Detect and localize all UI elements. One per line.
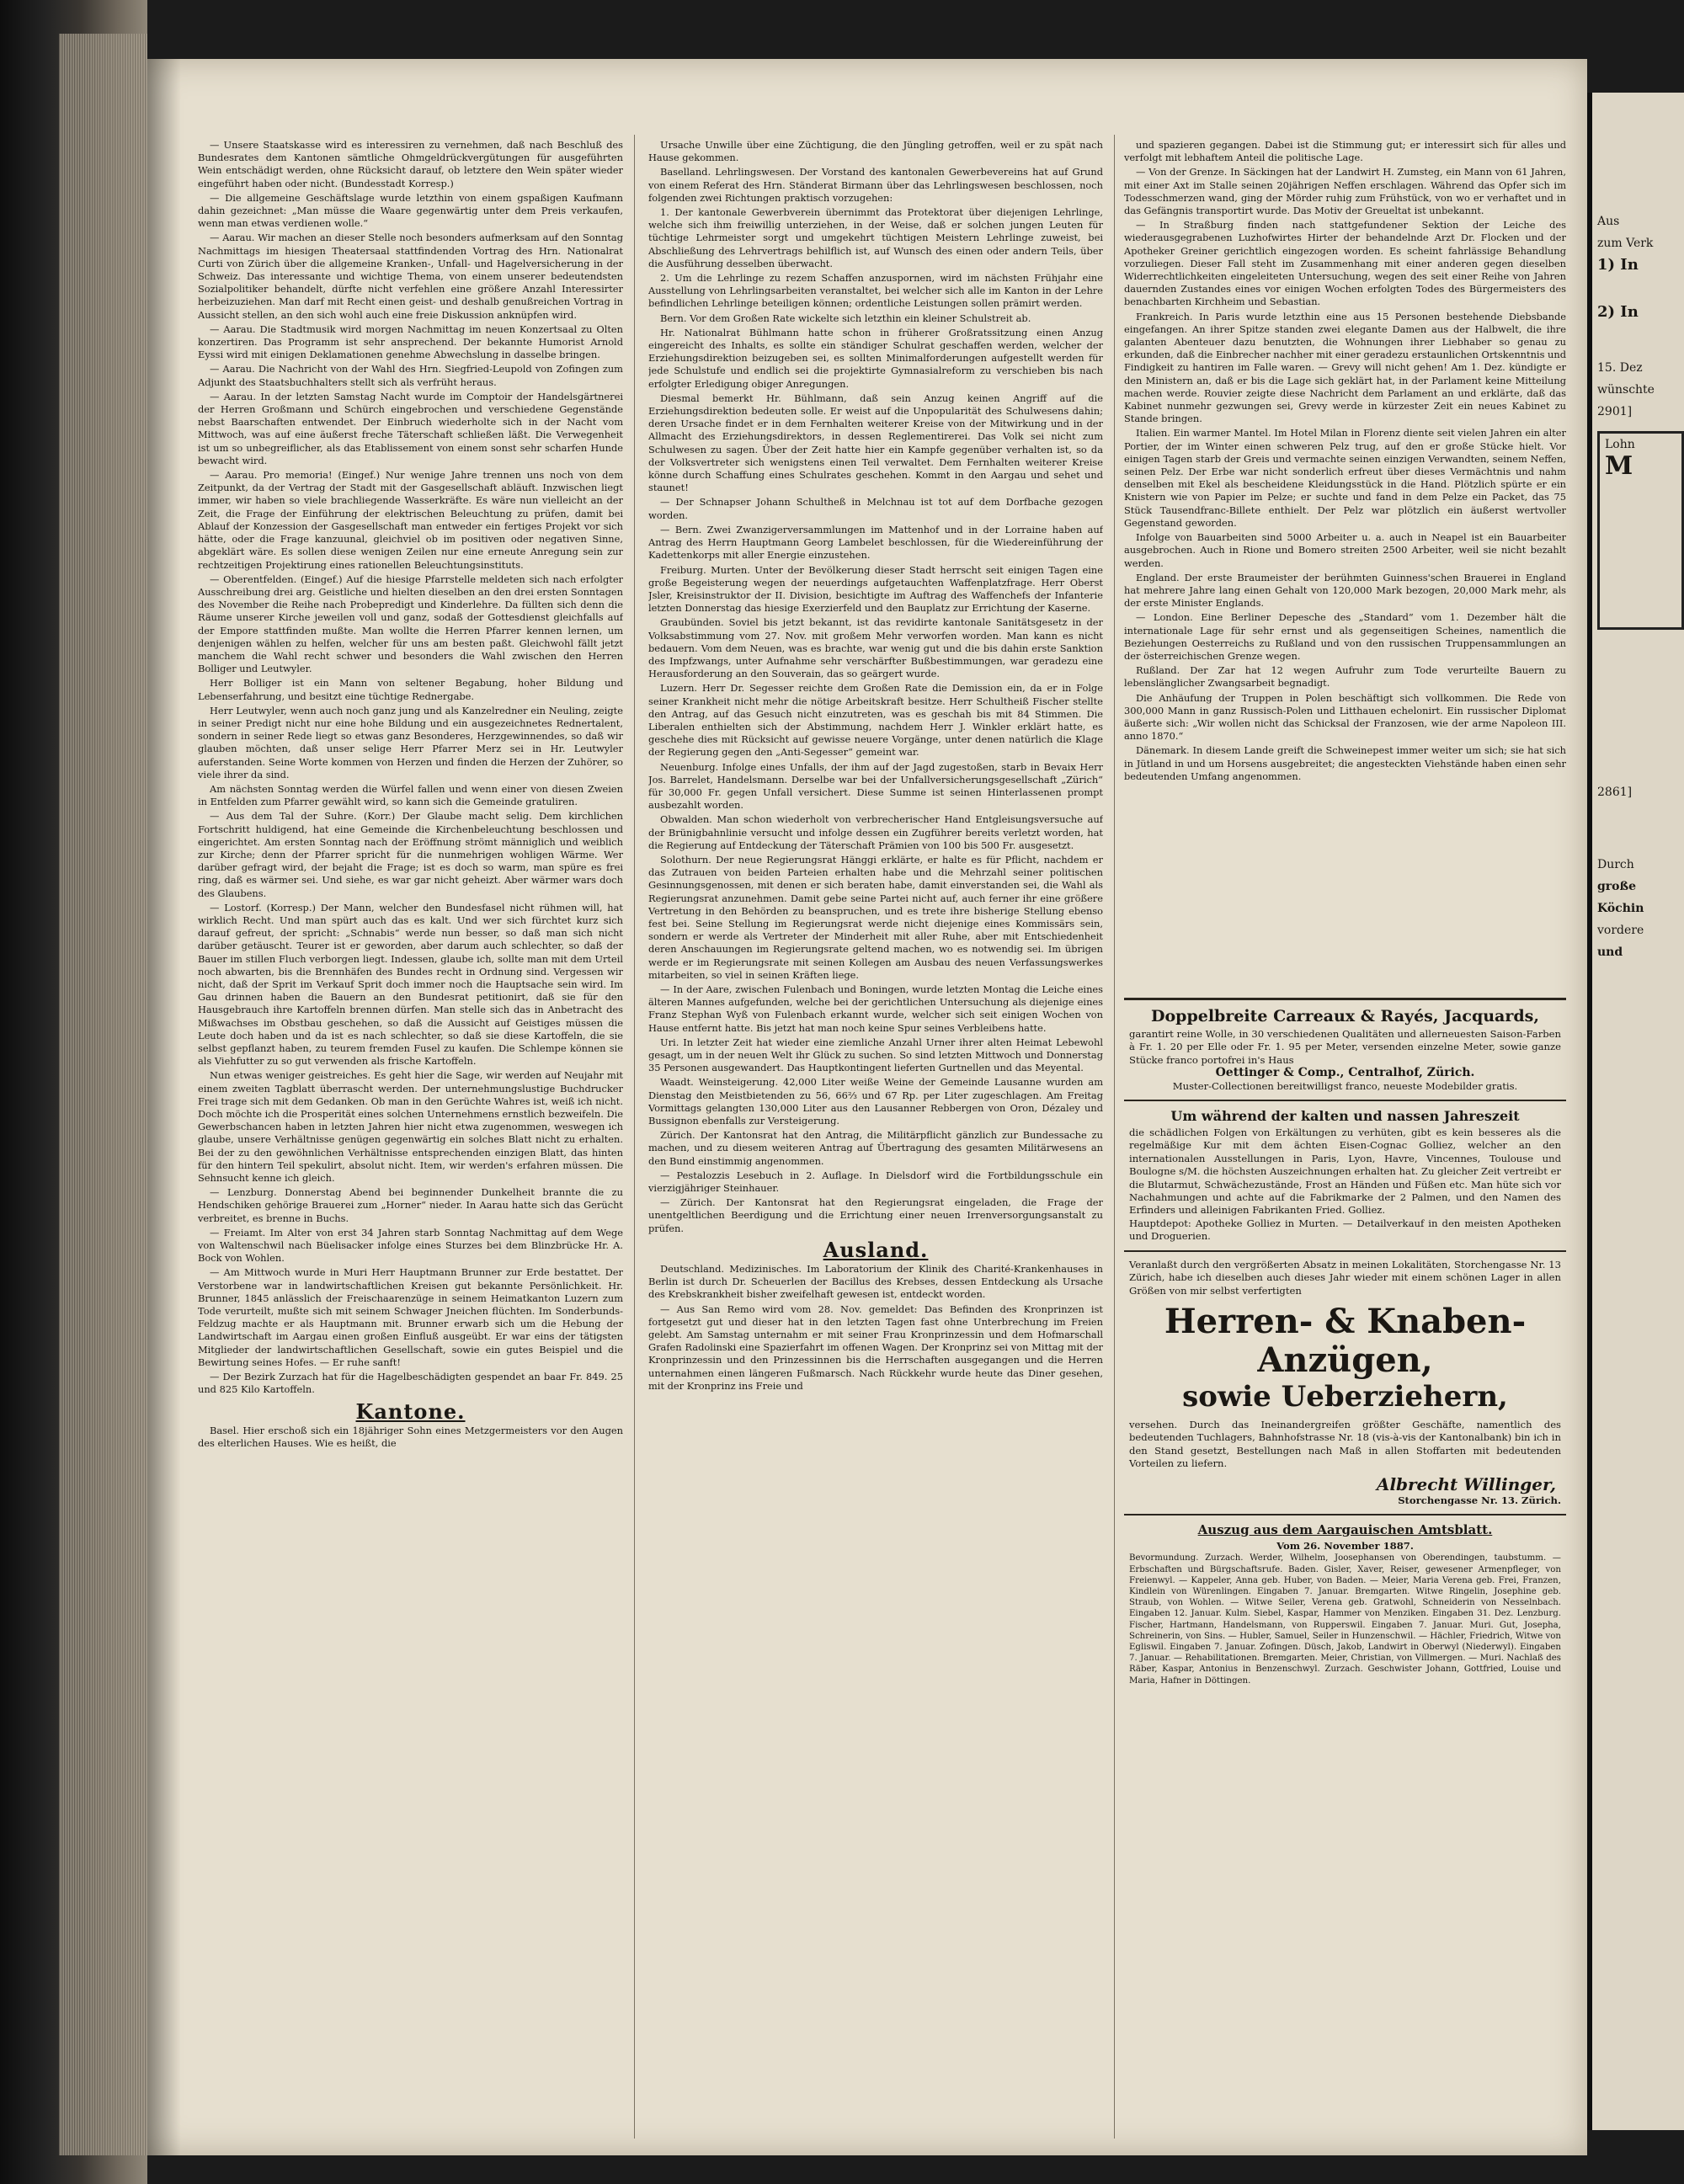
gutter-shadow (147, 59, 181, 2155)
article: 2. Um die Lehrlinge zu rezem Schaffen anzuspornen, wird im nächsten Frühjahr eine Ausstellung von Lehrlingsarbeiten veranstaltet, bei welcher sich alle im Kanton in der Lehre befindlichen Lehrlinge beteiligen können; ordentliche Leistungen sollen prämirt werden. (648, 272, 1103, 310)
article: Am nächsten Sonntag werden die Würfel fallen und wenn einer von diesen Zweien in Entfelden zum Pfarrer gewählt wird, so kann sich die Gemeinde gratuliren. (198, 782, 623, 808)
advertisements (1124, 998, 1566, 1693)
article: — Zürich. Der Kantonsrat hat den Regierungsrat eingeladen, die Frage der unentgeltlichen Beerdigung und die Errichtung einer neuen Irrenversorgungsanstalt zu prüfen. (648, 1196, 1103, 1234)
section-heading-text: Ausland. (823, 1237, 929, 1262)
article: England. Der erste Braumeister der berühmten Guinness'schen Brauerei in England hat mehrere Jahre lang einen Gehalt von 120,000 Mark bezogen, 20,000 Mark mehr, als der erste Minister Englands. (1124, 571, 1566, 610)
article: — Oberentfelden. (Eingef.) Auf die hiesige Pfarrstelle meldeten sich nach erfolgter Ausschreibung drei arg. Geistliche und hielten dieselben an den drei ersten Sonntagen des November die Reihe nach Probepredigt und Kinderlehre. Da füllten sich denn die Räume unserer Kirche jeweilen voll und ganz, sodaß der Gottesdienst gleichfalls auf der Empore stattfinden mußte. Man wollte die Herren Pfarrer kennen lernen, um denjenigen wählen zu helfen, welcher für uns am besten paßt. Gleichwohl fällt jetzt manchem die Wahl recht schwer und besonders die Wahl zwischen den Herren Bolliger und Leutwyler. (198, 573, 623, 675)
article: Infolge von Bauarbeiten sind 5000 Arbeiter u. a. auch in Neapel ist ein Bauarbeiter ausgebrochen. Auch in Rione und Bomero streiten 2500 Arbeiter, weil sie nicht bezahlt werden. (1124, 531, 1566, 569)
article: — Freiamt. Im Alter von erst 34 Jahren starb Sonntag Nachmittag auf dem Wege von Waltenschwil nach Büelisacker infolge eines Sturzes bei dem Blinzbrücke Hr. A. Bock von Wohlen. (198, 1226, 623, 1265)
article: — Am Mittwoch wurde in Muri Herr Hauptmann Brunner zur Erde bestattet. Der Verstorbene war in landwirtschaftlichen Kreisen gut bekannte Persönlichkeit. Hr. Brunner, 1845 anlässlich der Freischaarenzüge in seinem Heimatkanton Luzern zum Tode verurteilt, mußte sich mit seinem Schwager Jneichen flüchten. Im Sonderbunds-Feldzug machte er als Hauptmann mit. Brunner erwarb sich um die Hebung der Landwirtschaft im Aargau einen großen Einfluß ausgeübt. Er war eins der tätigsten Mitglieder der landwirtschaftlichen Gesellschaft, sowie ein gutes Beispiel und die Bewirtung seines Hofes. — Er ruhe sanft! (198, 1266, 623, 1368)
ad-footer: Hauptdepot: Apotheke Golliez in Murten. — Detailverkauf in den meisten Apotheken und Droguerien. (1129, 1217, 1561, 1243)
strip-ad-box (1597, 431, 1684, 630)
article: Dänemark. In diesem Lande greift die Schweinepest immer weiter um sich; sie hat sich in Jütland in und um Horsens ausgebreitet; die angesteckten Viehstände haben einen sehr bedeutenden Umfang angenommen. (1124, 744, 1566, 782)
strip-line: vordere (1597, 924, 1644, 937)
article: — Pestalozzis Lesebuch in 2. Auflage. In Dielsdorf wird die Fortbildungsschule ein vierzigjähriger Steinhauer. (648, 1169, 1103, 1195)
article: Herr Bolliger ist ein Mann von seltener Begabung, hoher Bildung und Lebenserfahrung, und besitzt eine tüchtige Rednergabe. (198, 677, 623, 702)
article: — Aarau. Pro memoria! (Eingef.) Nur wenige Jahre trennen uns noch von dem Zeitpunkt, da der Vertrag der Stadt mit der Gasgesellschaft abläuft. Inzwischen liegt immer, wir haben so viele brachliegende Wasserkräfte. Es wäre nun vielleicht an der Zeit, die Frage der Einführung der elektrischen Beleuchtung zu prüfen, damit bei Ablauf der Konzession der Gasgesellschaft man entweder ein fertiges Projekt vor sich hätte, oder die Frage kanzuunal, gleichviel ob im positiven oder negativen Sinne, abgeklärt wäre. Es sollen diese wenigen Zeilen nur eine erneute Anregung sein zur rechtzeitigen Projektirung eines rationellen Beleuchtungsinstituts. (198, 469, 623, 571)
article: Ursache Unwille über eine Züchtigung, die den Jüngling getroffen, weil er zu spät nach Hause gekommen. (648, 139, 1103, 164)
strip-line: große (1597, 880, 1637, 893)
amtsblatt-title: Auszug aus dem Aargauischen Amtsblatt. (1197, 1521, 1493, 1537)
col1-articles (198, 139, 623, 1397)
article: Obwalden. Man schon wiederholt von verbrecherischer Hand Entgleisungsversuche auf der Brünigbahnlinie versucht und infolge dessen ein Zugführer bereits verletzt worden, hat die Regierung auf Entdeckung der Täterschaft Prämien von 100 bis 500 Fr. ausgesetzt. (648, 813, 1103, 851)
article: Herr Leutwyler, wenn auch noch ganz jung und als Kanzelredner ein Neuling, zeigte in seiner Predigt nicht nur eine hohe Bildung und ein ausgezeichnetes Rednertalent, sondern in seiner Rede liegt so etwas ganz Besonderes, Herzgewinnendes, so daß wir glauben möchten, daß unser selige Herr Pfarrer Merz sei in Hr. Leutwyler auferstanden. Seine Worte kommen von Herzen und finden die Herzen der Zuhörer, so viele ihrer da sind. (198, 704, 623, 780)
strip-line: wünschte (1597, 383, 1655, 397)
column-middle (648, 139, 1103, 2139)
strip-line: 2) In (1597, 303, 1639, 321)
strip-line: 2861] (1597, 786, 1633, 799)
article: Italien. Ein warmer Mantel. Im Hotel Milan in Florenz diente seit vielen Jahren ein alter Portier, der im Winter einen schweren Pelz trug, auf den er große Stücke hielt. Vor einigen Tagen starb der Greis und vermachte seinen einzigen Verwandten, seinem Neffen, seinen Pelz. Der Erbe war nicht sonderlich erfreut über dieses Vermächtnis und nahm denselben mit Ekel als bescheidene Kleidungsstück in die Hand. Plötzlich spürte er ein Knistern wie von Papier im Pelze; er suchte und fand in dem Pelze ein Packet, das 75 Stück Tausendfranc-Billete enthielt. Der Pelz war plötzlich ein äußerst wertvoller Gegenstand geworden. (1124, 427, 1566, 529)
strip-line: Lohn (1605, 438, 1635, 451)
article: Nun etwas weniger geistreiches. Es geht hier die Sage, wir werden auf Neujahr mit einem zweiten Tagblatt überrascht werden. Der unternehmungslustige Buchdrucker Frei trage sich mit dem Gedanken. Ob man in den Gerüchte Wahres ist, weiß ich nicht. Doch möchte ich die Prosperität eines solchen Unternehmens ernstlich bezweifeln. Die Gewerbschancen haben in letzten Jahren hier nicht etwa zugenommen, weswegen ich glaube, unsere Verhältnisse genügen gegenwärtig ein solches Blatt nicht zu erhalten. Bei der zu den gewöhnlichen Verhältnisse entsprechenden einzigen Blatt, das hinten für den hintern Teil spekulirt, absolut nicht. Item, wir werden's erfahren müssen. Die Sehnsucht kenne ich gleich. (198, 1069, 623, 1185)
article: — Der Bezirk Zurzach hat für die Hagelbeschädigten gespendet an baar Fr. 849. 25 und 825 Kilo Kartoffeln. (198, 1371, 623, 1396)
section-heading-kantone (198, 1398, 623, 1424)
strip-line: M (1605, 451, 1633, 481)
article: Waadt. Weinsteigerung. 42,000 Liter weiße Weine der Gemeinde Lausanne wurden am Dienstag den Meistbietenden zu 56, 66⅔ und 67 Rp. per Liter zugeschlagen. Am Freitag Vormittags gelangten 130,000 Liter aus den Lausanner Rebbergen von Oron, Dézaley und Bussignon ebenfalls zur Versteigerung. (648, 1076, 1103, 1127)
article: Basel. Hier erschoß sich ein 18jähriger Sohn eines Metzgermeisters vor den Augen des elterlichen Hauses. Wie es heißt, die (198, 1424, 623, 1449)
ad-willinger (1124, 1252, 1566, 1515)
article: Luzern. Herr Dr. Segesser reichte dem Großen Rate die Demission ein, da er in Folge seiner Krankheit nicht mehr die nötige Arbeitskraft besitze. Herr Schultheiß Fischer stellte den Antrag, auf das Gesuch nicht einzutreten, was es geschah bis mit 84 Stimmen. Die Liberalen enthielten sich der Abstimmung, nachdem Herr J. Winkler erklärt hatte, es geschehe dies mit Rücksicht auf gewisse neuere Vorgänge, unter denen natürlich die Klage der Regierung gegen den „Anti-Segesser“ gemeint war. (648, 682, 1103, 759)
strip-line: Durch (1597, 858, 1634, 871)
column-rule (634, 135, 635, 2139)
article: Deutschland. Medizinisches. Im Laboratorium der Klinik des Charité-Krankenhauses in Berlin ist durch Dr. Scheuerlen der Bacillus des Krebses, dessen Entdeckung als Ursache des Krebskrankheit bisher zweifelhaft gewesen ist, entdeckt worden. (648, 1263, 1103, 1301)
ad-carreaux (1124, 998, 1566, 1101)
article: — In der Aare, zwischen Fulenbach und Boningen, wurde letzten Montag die Leiche eines älteren Mannes aufgefunden, welche bei der gerichtlichen Untersuchung als diejenige eines Franz Stephan Wyß von Fulenbach erkannt wurde, welcher sich seit einigen Wochen von Hause entfernt hatte. Bis jetzt hat man noch keine Spur seines Verbleibens hatte. (648, 983, 1103, 1034)
ad-subheadline: sowie Ueberziehern, (1182, 1379, 1508, 1414)
ad-footer: Muster-Collectionen bereitwilligst franco, neueste Modebilder gratis. (1172, 1079, 1518, 1092)
article: 1. Der kantonale Gewerbverein übernimmt das Protektorat über diejenigen Lehrlinge, welche sich ihm freiwillig unterziehen, in der Weise, daß er solchen jungen Leuten für tüchtige Lehrmeister sorgt und umgekehrt tüchtigen Meistern Lehrlinge zuweist, bei Abschließung des Lehrvertrags behilflich ist, auf Wunsch des einen oder andern Teils, über die Ausführung desselben überwacht. (648, 206, 1103, 269)
article: — Die allgemeine Geschäftslage wurde letzthin von einem gspaßigen Kaufmann dahin gezeichnet: „Man müsse die Waare gegenwärtig unter dem Preis verkaufen, wenn man etwas verdienen wolle.“ (198, 191, 623, 230)
article: — Aus dem Tal der Suhre. (Korr.) Der Glaube macht selig. Dem kirchlichen Fortschritt huldigend, hat eine Gemeinde die Kirchenbeleuchtung beschlossen und eingerichtet. Am ersten Sonntag nach der Eröffnung strömt männiglich und weiblich zur Kirche; denn der Pfarrer spricht für die nunmehrigen wohligen Wärme. Wer darüber gefragt wird, der bejaht die Frage; ist es doch so warm, man spüre es frei ring, daß es wärmer sei. Und siehe, es war gar nicht geheizt. Aber wärmer wars doch des Glaubens. (198, 810, 623, 899)
column-left (198, 139, 623, 2139)
article: Neuenburg. Infolge eines Unfalls, der ihm auf der Jagd zugestoßen, starb in Bevaix Herr Jos. Barrelet, Handelsmann. Derselbe war bei der Unfallversicherungsgesellschaft „Zürich“ für 30,000 Fr. gegen Unfall versichert. Diese Summe ist seinen Hinterlassenen prompt ausbezahlt worden. (648, 760, 1103, 812)
article: — In Straßburg finden nach stattgefundener Sektion der Leiche des wiederausgegrabenen Luzhofwirtes Hirter der behandelnde Arzt Dr. Flocken und der Apotheker Greiner gerichtlich eingezogen worden. Es scheint fahrlässige Behandlung vorzuliegen. Dieser Fall steht im Zusammenhang mit einer anderen gegen dieselben Widerrechtlichkeiten eingeleiteten Untersuchung, wegen des seit einer Reihe von Jahren dauernden Zustandes eines vor einigen Wochen erfolgten Todes des Bürgermeisters des benachbarten Kirchheim und Sebastian. (1124, 219, 1566, 308)
amtsblatt-date: Vom 26. November 1887. (1276, 1539, 1414, 1552)
column-rule (1114, 135, 1115, 2139)
ad-body: versehen. Durch das Ineinandergreifen größter Geschäfte, namentlich des bedeutenden Tuchlagers, Bahnhofstrasse Nr. 18 (vis-à-vis der Kantonalbank) bin ich in den Stand gesetzt, Bestellungen nach Maß in allen Stoffarten mit bedeutenden Vorteilen zu liefern. (1129, 1418, 1561, 1470)
ad-title: Doppelbreite Carreaux & Rayés, Jacquards, (1151, 1007, 1539, 1025)
article: — Von der Grenze. In Säckingen hat der Landwirt H. Zumsteg, ein Mann von 61 Jahren, mit einer Axt im Stalle seinen 20jährigen Neffen erschlagen. Während das Opfer sich im Todesschmerzen wand, ging der Mörder ruhig zum Frühstück, von wo er verhaftet und in das Gefängnis transportirt wurde. Das Motiv der Greueltat ist unbekannt. (1124, 166, 1566, 217)
strip-line: Aus (1597, 215, 1620, 228)
ad-intro: Veranlaßt durch den vergrößerten Absatz in meinen Lokalitäten, Storchengasse Nr. 13 Zürich, habe ich dieselben auch dieses Jahr wieder mit einem schönen Lager in allen Größen von mir selbst verfertigten (1129, 1258, 1561, 1297)
article: Rußland. Der Zar hat 12 wegen Aufruhr zum Tode verurteilte Bauern zu lebenslänglicher Zwangsarbeit begnadigt. (1124, 664, 1566, 690)
article: — Aus San Remo wird vom 28. Nov. gemeldet: Das Befinden des Kronprinzen ist fortgesetzt gut und dieser hat in den letzten Tagen fast ohne Unterbrechung im Freien gelebt. Am Samstag unternahm er mit seiner Frau Kronprinzessin und dem Hofmarschall Grafen Radolinski eine Spazierfahrt im offenen Wagen. Der Kronprinz sei von Mittag mit der Kronprinzessin und den Prinzessinnen bis die Herrschaften ausgegangen und die Herren unternahmen einen längeren Fußmarsch. Nach Rückkehr wurde heute das Diner gesehen, mit der Kronprinz ins Freie und (648, 1302, 1103, 1392)
article: — Aarau. Die Stadtmusik wird morgen Nachmittag im neuen Konzertsaal zu Olten konzertiren. Das Programm ist sehr ansprechend. Der bekannte Humorist Arnold Eyssi wird mit einigen Deklamationen genehme Abwechslung in dasselbe bringen. (198, 322, 623, 361)
article: Frankreich. In Paris wurde letzthin eine aus 15 Personen bestehende Diebsbande eingefangen. An ihrer Spitze standen zwei elegante Damen aus der Halbwelt, die ihre galanten Abenteuer dazu benutzten, die Wohnungen ihrer Liebhaber so genau zu erkunden, daß die Einbrecher nachher mit einer geradezu erstaunlichen Ortskenntnis und Findigkeit zu hantiren im Falle waren. — Grevy will nicht gehen! Am 1. Dez. kündigte er den Ministern an, daß er bis die Lage sich geklärt hat, in der Parlament keine Mitteilung machen werde. Rouvier zeigte diese Nachricht dem Parlament an und erklärte, daß das Kabinet nunmehr gezwungen sei, Grevy werde in kürzester Zeit ein neues Kabinet zu Stande bringen. (1124, 310, 1566, 425)
ad-body: die schädlichen Folgen von Erkältungen zu verhüten, gibt es kein besseres als die regelmäßige Kur mit dem ächten Eisen-Cognac Golliez, welcher an den internationalen Ausstellungen in Paris, Lyon, Havre, Vincennes, Toulouse und Boulogne s/M. die höchsten Auszeichnungen erhalten hat. Zu gleicher Zeit vertreibt er die Blutarmut, Schwächezustände, Frost an Händen und Füßen etc. Man hüte sich vor Nachahmungen und achte auf die Fabrikmarke der 2 Palmen, und den Namen des Erfinders und alleinigen Fabrikanten Fried. Golliez. (1129, 1127, 1561, 1217)
article: — Bern. Zwei Zwanzigerversammlungen im Mattenhof und in der Lorraine haben auf Antrag des Herrn Hauptmann Georg Lambelet beschlossen, für die Wiedereinführung der Kadettenkorps mit aller Energie einzustehen. (648, 523, 1103, 562)
article: Diesmal bemerkt Hr. Bühlmann, daß sein Anzug keinen Angriff auf die Erziehungsdirektion bedeuten solle. Er weist auf die Unpopularität des Schulwesens dahin; deren Ursache findet er in dem Fernhalten weiterer Kreise von der Mitwirkung und in der Allmacht des Erziehungsdirektors, in dessen Reglementirerei. Das Volk sei nicht zum Schulwesen zu sagen. Über der Zeit hatte hier ein Kampfe gegenüber verhalten ist, so da der Volksvertreter sich wenigstens einen Teil verwaltet. Dem Fernhalten weiterer Kreise könne durch Schaffung eines Schulrates geschehen. Kommt in den Aargau und sehet und staunet! (648, 392, 1103, 494)
article: — Aarau. Wir machen an dieser Stelle noch besonders aufmerksam auf den Sonntag Nachmittags im hiesigen Theatersaal stattfindenden Vortrag des Hrn. Nationalrat Curti von Zürich über die allgemeine Kranken-, Unfall- und Hagelversicherung in der Schweiz. Das interessante und wichtige Thema, von einem unserer bedeutendsten Sozialpolitiker behandelt, dürfte nicht verfehlen eine größere Anzahl Interessirter herbeizuziehen. Man darf mit Recht einen geist- und deshalb genußreichen Vortrag in Aussicht stellen, an den sich wohl auch eine freie Diskussion anknüpfen wird. (198, 232, 623, 321)
article: — Lenzburg. Donnerstag Abend bei beginnender Dunkelheit brannte die zu Hendschiken gehörige Brauerei zum „Horner“ nieder. In Aarau hatte sich das Gerücht verbreitet, es brenne in Buchs. (198, 1186, 623, 1224)
ad-firm: Oettinger & Comp., Centralhof, Zürich. (1215, 1066, 1475, 1080)
article: und spazieren gegangen. Dabei ist die Stimmung gut; er interessirt sich für alles und verfolgt mit lebhaftem Anteil die politische Lage. (1124, 139, 1566, 164)
article: Hr. Nationalrat Bühlmann hatte schon in früherer Großratssitzung einen Anzug eingereicht des Inhalts, es sollte ein ständiger Schulrat geschaffen werden, welcher der Erziehungsdirektion beizugeben sei, es sollten Minimalforderungen aufgestellt werden für jede Schulstufe und endlich sei die projektirte Gymnasialreform zu verschieben bis nach erfolgter Erledigung obiger Anregungen. (648, 326, 1103, 390)
strip-line: 2901] (1597, 405, 1633, 418)
column-right (1124, 139, 1566, 989)
section-heading-text: Kantone. (355, 1398, 466, 1424)
amtsblatt-extract (1124, 1515, 1566, 1693)
article: Uri. In letzter Zeit hat wieder eine ziemliche Anzahl Urner ihrer alten Heimat Lebewohl gesagt, um in der neuen Welt ihr Glück zu suchen. So sind letzten Mittwoch und Donnerstag 35 Personen ausgewandert. Das Hauptkontingent lieferten Gurtnellen und das Meyental. (648, 1036, 1103, 1074)
ad-golliez (1124, 1101, 1566, 1252)
strip-line: Köchin (1597, 902, 1644, 915)
page-edges (59, 34, 147, 2155)
strip-line: und (1597, 946, 1623, 959)
article: — Der Schnapser Johann Schultheß in Melchnau ist tot auf dem Dorfbache gezogen worden. (648, 496, 1103, 521)
ad-signature: Albrecht Willinger, (1376, 1473, 1556, 1494)
article: Die Anhäufung der Truppen in Polen beschäftigt sich vollkommen. Die Rede von 300,000 Mann in ganz Russisch-Polen und Litthauen echelonirt. Ein russischer Diplomat äußerte sich: „Wir wollen nicht das Schicksal der Franzosen, wie der arme Napoleon III. anno 1870.“ (1124, 691, 1566, 743)
article: — Lostorf. (Korresp.) Der Mann, welcher den Bundesfasel nicht rühmen will, hat wirklich Recht. Und man spürt auch das es kalt. Und wer sich fürchtet kurz sich darauf gefreut, der spricht: „Schnabis“ werde nun besser, so daß man sich nicht darüber getäuscht. Teurer ist er geworden, aber darum auch schlechter, so daß der Bauer im stillen Fluch verborgen liegt. Indessen, glaube ich, sollte man mit dem Urteil noch abwarten, bis die Brennhäfen des Bundes recht in Ordnung sind. Vergessen wir nicht, daß der Sprit im Verkauf Sprit doch immer noch die Hauptsache sein wird. Im Gau drinnen haben die Bauern an den Bundesrat petitionirt, daß sie für den Hausgebrauch ihre Kartoffeln brennen dürfen. Man stelle sich das in Anbetracht des Mißwachses im Obstbau geschehen, so daß die Aussicht auf Geistiges müssen die Leute doch haben und da ist es nach schlechter, so daß sie diese Kartoffeln, die sie selbst gepflanzt haben, zu teurem fremden Fusel zu kaufen. Die Schlempe können sie als Viehfutter zu so gut verwenden als frische Kartoffeln. (198, 901, 623, 1068)
ad-address: Storchengasse Nr. 13. Zürich. (1398, 1494, 1561, 1506)
section-heading-ausland (648, 1237, 1103, 1262)
article: — London. Eine Berliner Depesche des „Standard“ vom 1. Dezember hält die internationale Lage für sehr ernst und als gegenseitigen Scheines, namentlich die Beziehungen Oesterreichs zu Rußland und von den russischen Truppensammlungen an der österreichischen Grenze wegen. (1124, 611, 1566, 662)
article: Zürich. Der Kantonsrat hat den Antrag, die Militärpflicht gänzlich zur Bundessache zu machen, und zu diesem weiteren Antrag auf Übertragung des gesamten Militärwesens an den Bund einstimmig angenommen. (648, 1129, 1103, 1167)
article: Bern. Vor dem Großen Rate wickelte sich letzthin ein kleiner Schulstreit ab. (660, 312, 1031, 324)
article: Solothurn. Der neue Regierungsrat Hänggi erklärte, er halte es für Pflicht, nachdem er das Zutrauen von beiden Parteien erhalten habe und die Mehrzahl seiner politischen Gesinnungsgenossen, mit denen er sich beraten habe, damit einverstanden sei, die Wahl als Regierungsrat anzunehmen. Damit gebe seine Partei nicht auf, auch ferner ihr eine größere Vertretung in den Behörden zu beanspruchen, und es trete ihre bisherige Stellung ebenso fest bei. Seine Stellung im Regierungsrat werde nicht diejenige eines Kommissärs sein, sondern er werde als Vertreter der Minderheit mit aller Ruhe, aber mit Entschiedenheit deren Anschauungen im Regierungsrate geltend machen, wo es notwendig sei. Im übrigen werde er im Regierungsrate mit seinen Kollegen am Ausbau des neuen Verfassungswerkes mitarbeiten, so viel in seinen Kräften liege. (648, 853, 1103, 981)
adjacent-page-strip (1587, 93, 1684, 2130)
article: Freiburg. Murten. Unter der Bevölkerung dieser Stadt herrscht seit einigen Tagen eine große Begeisterung wegen der neuerdings aufgetauchten Waffenplatzfrage. Herr Oberst Jsler, Kreisinstruktor der II. Division, besichtigte im Auftrag des Waffenchefs der Infanterie letzten Donnerstag das hiesige Exerzierfeld und den Bauplatz zur Errichtung der Kaserne. (648, 563, 1103, 615)
ad-body: garantirt reine Wolle, in 30 verschiedenen Qualitäten und allerneuesten Saison-Farben à Fr. 1. 20 per Elle oder Fr. 1. 95 per Meter, versenden einzelne Meter, sowie ganze Stücke franco portofrei in's Haus (1129, 1028, 1561, 1066)
article: Baselland. Lehrlingswesen. Der Vorstand des kantonalen Gewerbevereins hat auf Grund von einem Referat des Hrn. Ständerat Birmann über das Lehrlingswesen beschlossen, noch folgenden zwei Richtungen praktisch vorzugehen: (648, 166, 1103, 204)
article: — Aarau. Die Nachricht von der Wahl des Hrn. Siegfried-Leupold von Zofingen zum Adjunkt des Staatsbuchhalters stellt sich als verfrüht heraus. (198, 363, 623, 388)
strip-line: 15. Dez (1597, 361, 1643, 375)
amtsblatt-body: Bevormundung. Zurzach. Werder, Wilhelm, Joosephansen von Oberendingen, taubstumm. — Erbschaften und Bürgschaftsrufe. Baden. Gisler, Xaver, Reiser, gewesener Armenpfleger, von Freienwyl. — Kappeler, Anna geb. Huber, von Baden. — Meier, Maria Verena geb. Frei, Franzen, Kindlein von Würenlingen. Eingaben 7. Januar. Bremgarten. Witwe Ringelin, Josephine geb. Straub, von Wohlen. — Witwe Seiler, Verena geb. Gratwohl, Schneiderin von Nesselnbach. Eingaben 12. Januar. Kulm. Siebel, Kaspar, Hammer von Menziken. Eingaben 31. Dez. Lenzburg. Fischer, Hartmann, Handelsmann, von Rupperswil. Eingaben 7. Januar. Muri. Gut, Josepha, Schreinerin, von Sins. — Hubler, Samuel, Seiler in Hunzenschwil. — Hächler, Friedrich, Witwe von Egliswil. Eingaben 7. Januar. Zofingen. Düsch, Jakob, Landwirt in Oberwyl (Niederwyl). Eingaben 7. Januar. — Rehabilitationen. Bremgarten. Meier, Christian, von Villmergen. — Muri. Nachlaß des Räber, Kaspar, Antonius in Benzenschwyl. Zurzach. Geschwister Johann, Gottfried, Louise und Maria, Hafner in Döttingen. (1129, 1553, 1561, 1686)
strip-line: 1) In (1597, 256, 1639, 274)
strip-line: zum Verk (1597, 237, 1654, 250)
article: — Unsere Staatskasse wird es interessiren zu vernehmen, daß nach Beschluß des Bundesrates dem Kantonen sämtliche Ohmgeldrückvergütungen für ausgeführten Wein entschädigt werden, ohne Rücksicht darauf, ob letztere den Wein später wieder eingeführt haben oder nicht. (Bundesstadt Korresp.) (198, 139, 623, 189)
ad-headline: Herren- & Knaben-Anzügen, (1164, 1301, 1527, 1380)
article: Graubünden. Soviel bis jetzt bekannt, ist das revidirte kantonale Sanitätsgesetz in der Volksabstimmung vom 27. Nov. mit großem Mehr verworfen worden. Man kann es nicht bedauern. Vom dem Neuen, was es brachte, war wenig gut und die bis dahin erste Sanktion des Impfzwangs, unter Aufnahme sehr verschärfter Bußbestimmungen, war geradezu eine Herausforderung an den Souverain, das so geärgert wurde. (648, 616, 1103, 680)
ad-title: Um während der kalten und nassen Jahreszeit (1170, 1108, 1520, 1125)
newspaper-page (147, 59, 1587, 2155)
article: — Aarau. In der letzten Samstag Nacht wurde im Comptoir der Handelsgärtnerei der Herren Großmann und Schürch eingebrochen und verschiedene Gegenstände nebst Baarschaften entwendet. Der Einbruch wiederholte sich in der Nacht vom Mittwoch, was auf eine äußerst freche Täterschaft schließen läßt. Die Verwegenheit ist um so unbegreiflicher, als das Etablissement von einem sonst sehr scharfen Hunde bewacht wird. (198, 390, 623, 466)
